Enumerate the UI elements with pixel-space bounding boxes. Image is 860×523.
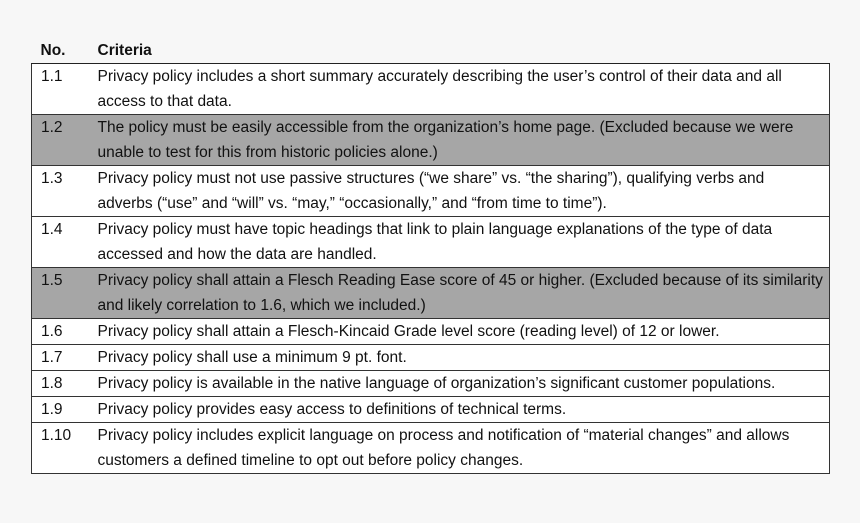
- row-criteria: Privacy policy is available in the native language of organization’s significant customer populations.: [88, 371, 830, 397]
- criteria-table-container: [31, 38, 829, 474]
- header-no: No.: [32, 38, 88, 64]
- row-criteria: Privacy policy shall attain a Flesch Reading Ease score of 45 or higher. (Excluded because of its similarity and likely correlation to 1.6, which we included.): [88, 268, 830, 319]
- row-criteria: The policy must be easily accessible from the organization’s home page. (Excluded because we were unable to test for this from historic policies alone.): [88, 115, 830, 166]
- row-criteria: Privacy policy includes a short summary accurately describing the user’s control of their data and all access to that data.: [88, 64, 830, 115]
- row-criteria: Privacy policy must not use passive structures (“we share” vs. “the sharing”), qualifying verbs and adverbs (“use” and “will” vs. “may,” “occasionally,” and “from time to time”).: [88, 166, 830, 217]
- criteria-table: [31, 38, 830, 474]
- row-number: 1.7: [32, 345, 88, 371]
- row-number: 1.4: [32, 217, 88, 268]
- table-row: [32, 64, 830, 115]
- table-row-excluded: [32, 268, 830, 319]
- row-number: 1.3: [32, 166, 88, 217]
- row-number: 1.1: [32, 64, 88, 115]
- row-number: 1.2: [32, 115, 88, 166]
- table-row: [32, 397, 830, 423]
- table-row: [32, 166, 830, 217]
- row-number: 1.9: [32, 397, 88, 423]
- table-row: [32, 345, 830, 371]
- table-body: [32, 64, 830, 474]
- row-criteria: Privacy policy shall use a minimum 9 pt. font.: [88, 345, 830, 371]
- row-number: 1.6: [32, 319, 88, 345]
- row-criteria: Privacy policy must have topic headings that link to plain language explanations of the type of data accessed and how the data are handled.: [88, 217, 830, 268]
- row-criteria: Privacy policy includes explicit language on process and notification of “material changes” and allows customers a defined timeline to opt out before policy changes.: [88, 423, 830, 474]
- table-row: [32, 319, 830, 345]
- row-number: 1.5: [32, 268, 88, 319]
- row-number: 1.8: [32, 371, 88, 397]
- table-row-excluded: [32, 115, 830, 166]
- table-row: [32, 371, 830, 397]
- table-header-row: [32, 38, 830, 64]
- row-number: 1.10: [32, 423, 88, 474]
- header-criteria: Criteria: [88, 38, 830, 64]
- row-criteria: Privacy policy provides easy access to definitions of technical terms.: [88, 397, 830, 423]
- table-row: [32, 217, 830, 268]
- table-row: [32, 423, 830, 474]
- row-criteria: Privacy policy shall attain a Flesch-Kincaid Grade level score (reading level) of 12 or lower.: [88, 319, 830, 345]
